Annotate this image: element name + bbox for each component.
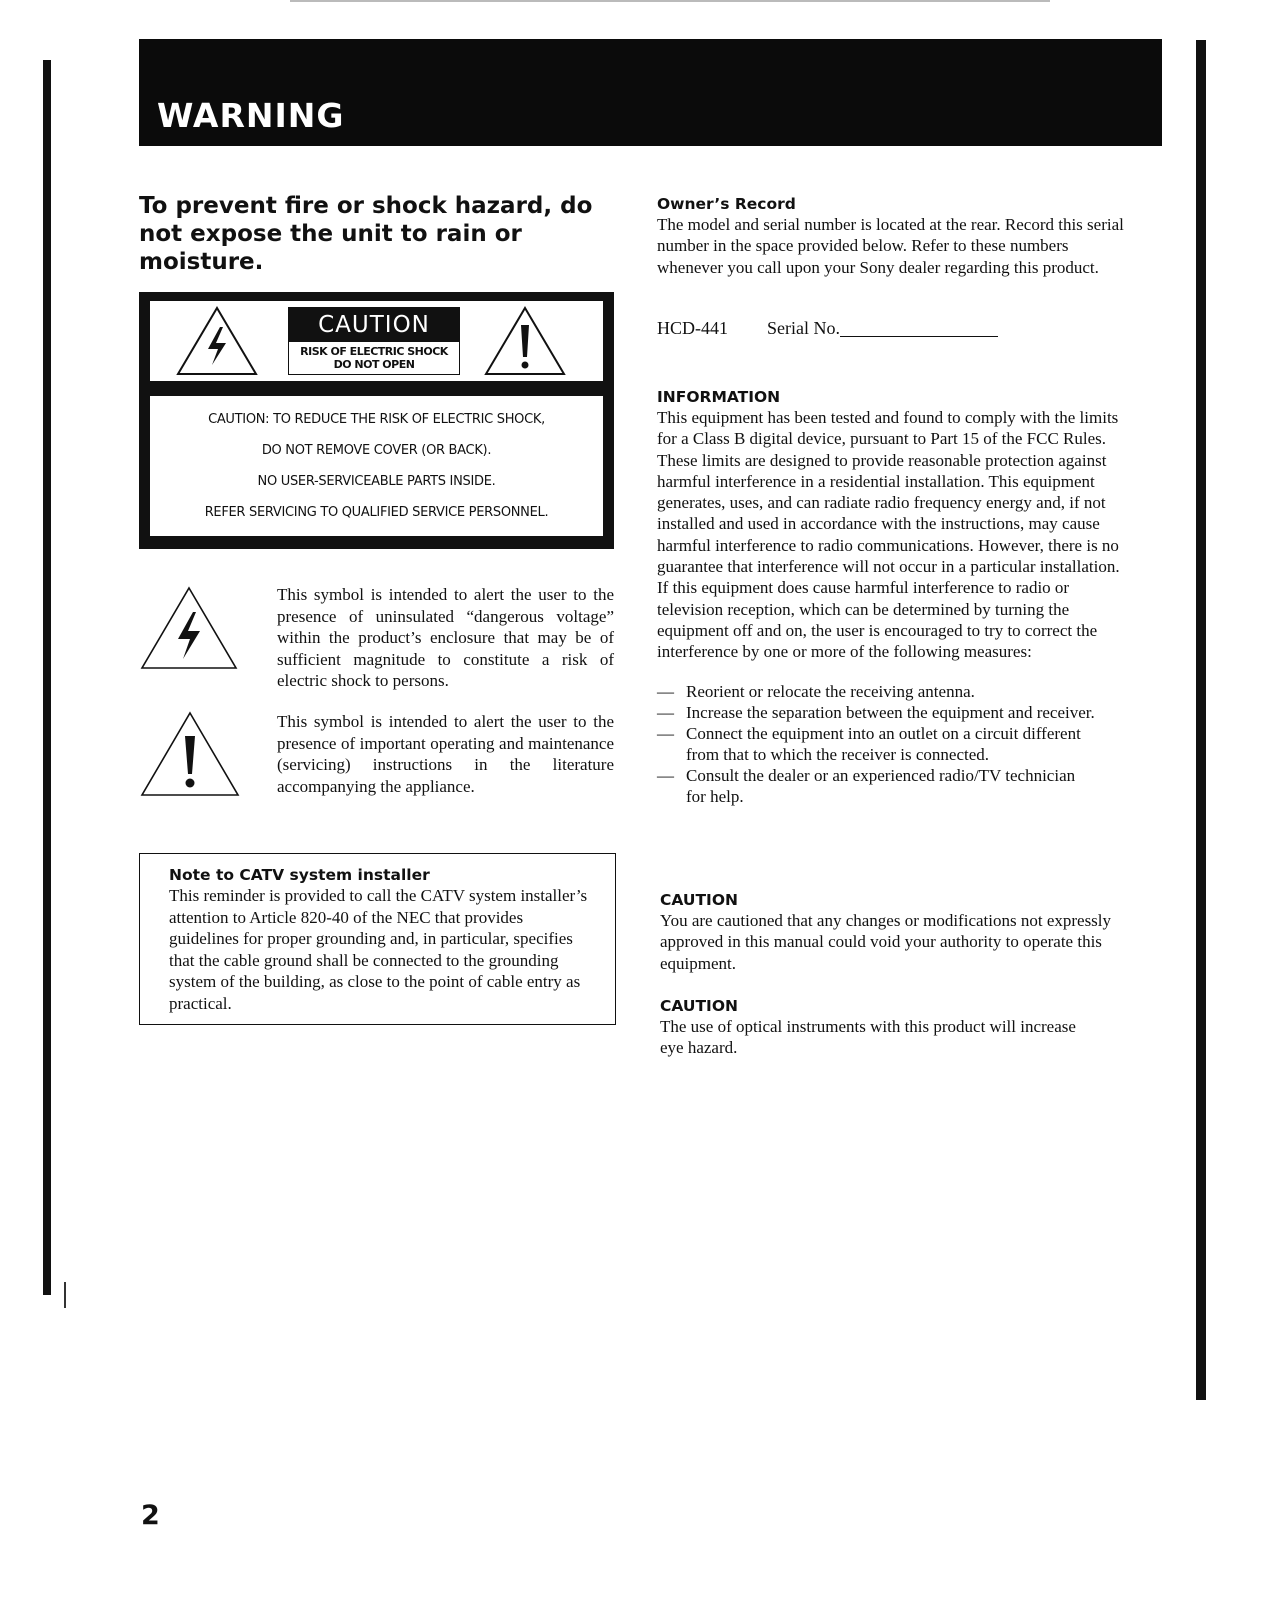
voltage-symbol-text: This symbol is intended to alert the user to the presence of uninsulated “dangerous voltage” within the product’s enclosure that may be of sufficient magnitude to constitute a risk of electric shock to persons.: [277, 585, 614, 690]
caution-plate-line2: DO NOT OPEN: [333, 358, 415, 371]
warning-banner: [139, 39, 1162, 146]
caution-optical-section: [660, 996, 1100, 1059]
interference-measures-list: [657, 681, 1097, 807]
information-body: This equipment has been tested and found to comply with the limits for a Class B digital device, pursuant to Part 15 of the FCC Rules. These limits are designed to provide reasonable protection against harmful interference in a residential installation. This equipment generates, uses, and can radiate radio frequency energy and, if not installed and used in accordance with the instructions, may cause harmful interference to radio communications. However, there is no guarantee that interference will not occur in a particular installation. If this equipment does cause harmful interference to radio or television reception, which can be determined by turning the equipment off and on, the user is encouraged to try to correct the interference by one or more of the following measures:: [657, 408, 1120, 662]
caution-instruction-line: CAUTION: TO REDUCE THE RISK OF ELECTRIC SHOCK,: [208, 412, 545, 427]
serial-record-row: [657, 318, 998, 339]
instructions-symbol-text: This symbol is intended to alert the user to the presence of important operating and maintenance (servicing) instructions in the literature accompanying the appliance.: [277, 712, 614, 796]
list-item: — Reorient or relocate the receiving antenna.: [657, 681, 1097, 702]
left-margin-tick: [64, 1282, 66, 1308]
caution-label: [139, 292, 614, 549]
information-title: INFORMATION: [657, 388, 781, 406]
catv-note-box: [139, 853, 616, 1025]
list-item: — Connect the equipment into an outlet on a circuit different from that to which the receiver is connected.: [657, 723, 1097, 765]
caution-instructions: [150, 396, 603, 536]
hazard-headline: To prevent fire or shock hazard, do not expose the unit to rain or moisture.: [139, 193, 593, 275]
caution-instruction-line: REFER SERVICING TO QUALIFIED SERVICE PERSONNEL.: [204, 505, 549, 520]
list-item: — Consult the dealer or an experienced radio/TV technician for help.: [657, 765, 1097, 807]
caution-label-top: [150, 301, 603, 381]
caution-title: CAUTION: [660, 891, 738, 909]
serial-label: Serial No.: [767, 318, 840, 338]
caution-plate: [288, 307, 460, 375]
information-section: [657, 387, 1135, 807]
caution-instruction-line: DO NOT REMOVE COVER (OR BACK).: [261, 443, 492, 458]
caution-body: You are cautioned that any changes or modifications not expressly approved in this manual could void your authority to operate this equipment.: [660, 911, 1112, 973]
right-margin-rule: [1196, 40, 1206, 1400]
caution-title: CAUTION: [660, 997, 738, 1015]
owners-record-section: [657, 194, 1142, 278]
left-margin-rule: [43, 60, 51, 1295]
caution-modifications-section: [660, 890, 1140, 974]
exclamation-warning-icon: [483, 305, 567, 377]
top-edge-line: [290, 0, 1050, 2]
warning-title: WARNING: [157, 96, 345, 135]
page-number: 2: [141, 1500, 160, 1531]
catv-note-title: Note to CATV system installer: [169, 866, 430, 884]
caution-plate-line1: RISK OF ELECTRIC SHOCK: [300, 345, 448, 358]
owners-record-title: Owner’s Record: [657, 195, 796, 213]
lightning-warning-icon: [175, 305, 259, 377]
catv-note-body: This reminder is provided to call the CATV system installer’s attention to Article 820-40 of the NEC that provides guidelines for proper grounding and, in particular, specifies that the cable ground shall be connected to the grounding system of the building, as close to the point of cable entry as practical.: [169, 886, 588, 1013]
list-item: — Increase the separation between the equipment and receiver.: [657, 702, 1097, 723]
caution-plate-title: CAUTION: [289, 308, 459, 342]
lightning-symbol-icon: [139, 585, 239, 671]
caution-instruction-line: NO USER-SERVICEABLE PARTS INSIDE.: [257, 474, 496, 489]
caution-body: The use of optical instruments with this product will increase eye hazard.: [660, 1017, 1076, 1058]
serial-number-blank: [840, 318, 998, 337]
owners-record-body: The model and serial number is located at the rear. Record this serial number in the space provided below. Refer to these numbers whenever you call upon your Sony dealer regarding this product.: [657, 215, 1124, 277]
model-number: HCD-441: [657, 318, 728, 338]
exclamation-symbol-icon: [139, 710, 241, 798]
